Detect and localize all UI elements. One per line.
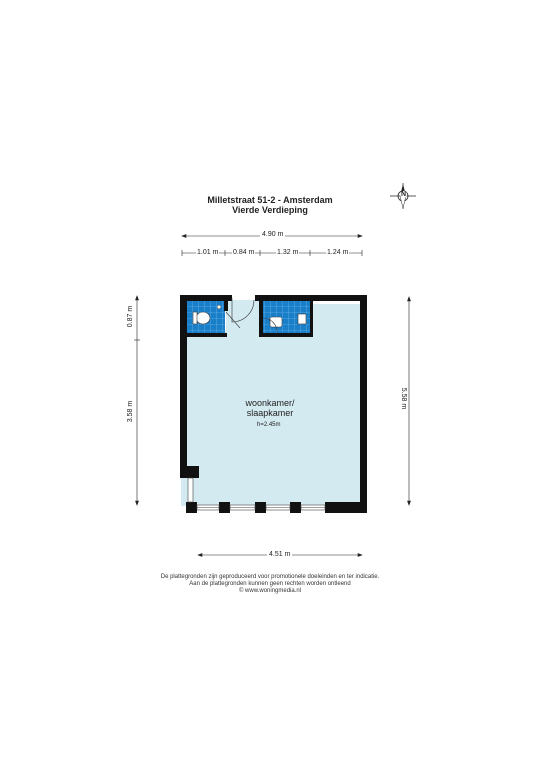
room-height: h=2.45m: [257, 422, 281, 428]
washbasin-icon: [217, 305, 221, 309]
room-name-line1: woonkamer/: [245, 398, 295, 408]
room-name-line2: slaapkamer: [246, 408, 294, 418]
dim-bottom-total: 4.51 m: [269, 551, 291, 558]
dim-left-upper: 0.87 m: [127, 305, 135, 328]
plan-title-address: Milletstraat 51-2 - Amsterdam: [207, 195, 333, 205]
disclaimer-line2: Aan de plattegronden kunnen geen rechten worden ontleend: [189, 581, 351, 587]
copyright-line: © www.woningmedia.nl: [238, 588, 302, 594]
living-room-floor: [181, 330, 360, 506]
dim-right-total: 5.58 m: [400, 387, 408, 410]
dim-top-seg4: 1.24 m: [327, 249, 349, 256]
toilet-icon: [193, 312, 210, 324]
plan-title-floor: Vierde Verdieping: [232, 205, 308, 215]
disclaimer-line1: De plattegronden zijn geproduceerd voor promotionele doeleinden en ter indicatie.: [160, 574, 380, 580]
dim-top-total: 4.90 m: [262, 231, 284, 238]
dim-left-lower: 3.58 m: [127, 400, 135, 423]
dim-top-seg2: 0.84 m: [233, 249, 255, 256]
compass-north-label: N: [400, 191, 407, 198]
dim-top-seg3: 1.32 m: [277, 249, 299, 256]
dim-top-seg1: 1.01 m: [197, 249, 219, 256]
